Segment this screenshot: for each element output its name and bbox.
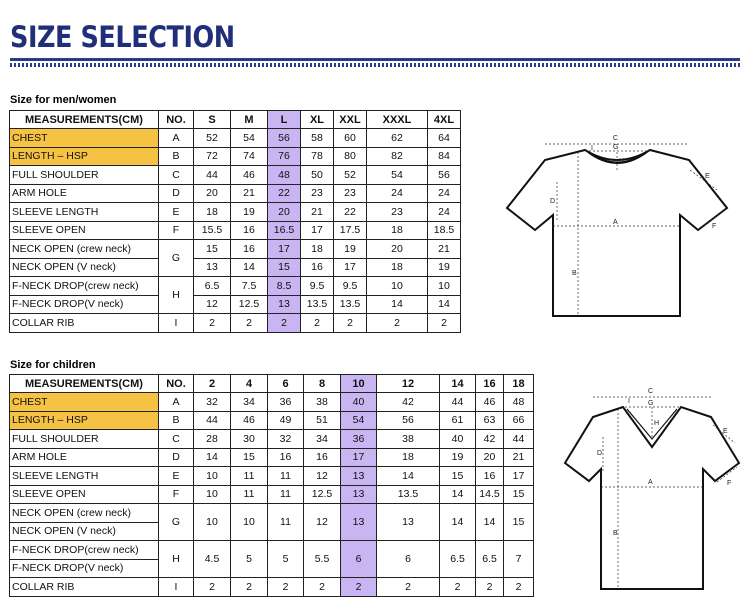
adult-row-label: CHEST bbox=[10, 129, 159, 148]
adult-header-8: 4XL bbox=[428, 111, 461, 129]
adult-cell: 54 bbox=[231, 129, 268, 148]
adult-cell: 46 bbox=[231, 166, 268, 185]
children-row-label: FULL SHOULDER bbox=[10, 430, 159, 449]
adult-cell: 2 bbox=[194, 314, 231, 333]
adult-cell: 9.5 bbox=[334, 277, 367, 296]
children-cell: 10 bbox=[194, 467, 231, 486]
children-cell: 10 bbox=[231, 504, 268, 541]
adult-cell: 2 bbox=[268, 314, 301, 333]
adult-cell: 2 bbox=[367, 314, 428, 333]
adult-cell: 80 bbox=[334, 147, 367, 166]
v-letter-e: E bbox=[723, 428, 728, 435]
children-header-7: 12 bbox=[377, 375, 440, 393]
children-cell: 2 bbox=[341, 578, 377, 597]
children-cell: 18 bbox=[377, 448, 440, 467]
v-letter-b: B bbox=[613, 530, 618, 537]
children-cell: 19 bbox=[440, 448, 476, 467]
adult-section-label: Size for men/women bbox=[10, 94, 117, 106]
adult-row-no: C bbox=[159, 166, 194, 185]
adult-cell: 52 bbox=[194, 129, 231, 148]
adult-cell: 18 bbox=[367, 258, 428, 277]
adult-row-no: H bbox=[159, 277, 194, 314]
adult-cell: 23 bbox=[334, 184, 367, 203]
children-cell: 21 bbox=[504, 448, 534, 467]
title-divider bbox=[10, 58, 740, 61]
adult-cell: 76 bbox=[268, 147, 301, 166]
v-letter-f: F bbox=[727, 480, 732, 487]
children-cell: 13 bbox=[341, 485, 377, 504]
adult-cell: 17 bbox=[334, 258, 367, 277]
children-row bbox=[10, 411, 534, 430]
adult-cell: 18 bbox=[367, 221, 428, 240]
adult-cell: 23 bbox=[367, 203, 428, 222]
adult-row bbox=[10, 184, 461, 203]
children-header-3: 4 bbox=[231, 375, 268, 393]
children-cell: 44 bbox=[440, 393, 476, 412]
children-cell: 13 bbox=[377, 504, 440, 541]
children-cell: 10 bbox=[194, 485, 231, 504]
adult-cell: 20 bbox=[194, 184, 231, 203]
adult-row-label: NECK OPEN (crew neck) bbox=[10, 240, 159, 259]
adult-cell: 56 bbox=[428, 166, 461, 185]
adult-cell: 16.5 bbox=[268, 221, 301, 240]
children-header-5: 8 bbox=[304, 375, 341, 393]
adult-cell: 15 bbox=[268, 258, 301, 277]
children-row-no: F bbox=[159, 485, 194, 504]
children-row bbox=[10, 485, 534, 504]
children-row-label: CHEST bbox=[10, 393, 159, 412]
children-cell: 38 bbox=[377, 430, 440, 449]
adult-row bbox=[10, 277, 461, 296]
children-cell: 11 bbox=[268, 504, 304, 541]
children-cell: 12 bbox=[304, 467, 341, 486]
children-cell: 20 bbox=[476, 448, 504, 467]
page-title: SIZE SELECTION bbox=[10, 20, 235, 54]
crew-letter-c: C bbox=[613, 135, 619, 142]
crew-letter-h: H bbox=[619, 158, 625, 165]
children-row bbox=[10, 578, 534, 597]
children-cell: 14.5 bbox=[476, 485, 504, 504]
adult-row-label: SLEEVE OPEN bbox=[10, 221, 159, 240]
children-header-1: NO. bbox=[159, 375, 194, 393]
adult-cell: 74 bbox=[231, 147, 268, 166]
adult-cell: 14 bbox=[428, 295, 461, 314]
adult-cell: 15.5 bbox=[194, 221, 231, 240]
adult-header-3: M bbox=[231, 111, 268, 129]
adult-row bbox=[10, 166, 461, 185]
adult-cell: 20 bbox=[268, 203, 301, 222]
adult-cell: 10 bbox=[367, 277, 428, 296]
adult-cell: 58 bbox=[301, 129, 334, 148]
children-header-8: 14 bbox=[440, 375, 476, 393]
adult-cell: 2 bbox=[301, 314, 334, 333]
children-cell: 14 bbox=[377, 467, 440, 486]
adult-cell: 10 bbox=[428, 277, 461, 296]
adult-cell: 16 bbox=[231, 221, 268, 240]
adult-cell: 2 bbox=[231, 314, 268, 333]
children-cell: 40 bbox=[341, 393, 377, 412]
crew-letter-d: D bbox=[550, 198, 556, 205]
children-cell: 56 bbox=[377, 411, 440, 430]
children-cell: 13 bbox=[341, 467, 377, 486]
adult-cell: 13.5 bbox=[334, 295, 367, 314]
adult-row bbox=[10, 203, 461, 222]
children-row-no: B bbox=[159, 411, 194, 430]
children-cell: 51 bbox=[304, 411, 341, 430]
v-letter-i: I bbox=[628, 398, 630, 405]
adult-cell: 16 bbox=[301, 258, 334, 277]
adult-cell: 72 bbox=[194, 147, 231, 166]
adult-cell: 14 bbox=[231, 258, 268, 277]
children-cell: 14 bbox=[440, 504, 476, 541]
children-cell: 14 bbox=[440, 485, 476, 504]
adult-header-4: L bbox=[268, 111, 301, 129]
adult-cell: 48 bbox=[268, 166, 301, 185]
children-cell: 2 bbox=[268, 578, 304, 597]
children-cell: 6.5 bbox=[440, 541, 476, 578]
children-cell: 4.5 bbox=[194, 541, 231, 578]
adult-row bbox=[10, 221, 461, 240]
adult-cell: 6.5 bbox=[194, 277, 231, 296]
v-letter-c: C bbox=[648, 388, 654, 395]
adult-row-no: D bbox=[159, 184, 194, 203]
children-cell: 44 bbox=[194, 411, 231, 430]
children-row-no: E bbox=[159, 467, 194, 486]
adult-cell: 12.5 bbox=[231, 295, 268, 314]
children-cell: 10 bbox=[194, 504, 231, 541]
children-header-0: MEASUREMENTS(CM) bbox=[10, 375, 159, 393]
children-row-label: LENGTH – HSP bbox=[10, 411, 159, 430]
adult-cell: 2 bbox=[428, 314, 461, 333]
adult-cell: 8.5 bbox=[268, 277, 301, 296]
children-cell: 13 bbox=[341, 504, 377, 541]
children-cell: 5.5 bbox=[304, 541, 341, 578]
children-cell: 5 bbox=[231, 541, 268, 578]
adult-row-label: F-NECK DROP(crew neck) bbox=[10, 277, 159, 296]
adult-row-label: F-NECK DROP(V neck) bbox=[10, 295, 159, 314]
children-cell: 48 bbox=[504, 393, 534, 412]
children-cell: 42 bbox=[377, 393, 440, 412]
children-cell: 36 bbox=[268, 393, 304, 412]
adult-cell: 60 bbox=[334, 129, 367, 148]
children-cell: 34 bbox=[231, 393, 268, 412]
adult-cell: 23 bbox=[301, 184, 334, 203]
adult-cell: 44 bbox=[194, 166, 231, 185]
adult-row bbox=[10, 314, 461, 333]
children-row bbox=[10, 541, 534, 560]
children-cell: 66 bbox=[504, 411, 534, 430]
adult-cell: 13 bbox=[194, 258, 231, 277]
adult-row-no: F bbox=[159, 221, 194, 240]
adult-cell: 62 bbox=[367, 129, 428, 148]
adult-cell: 54 bbox=[367, 166, 428, 185]
adult-cell: 17.5 bbox=[334, 221, 367, 240]
adult-cell: 52 bbox=[334, 166, 367, 185]
v-letter-d: D bbox=[597, 450, 603, 457]
children-cell: 6.5 bbox=[476, 541, 504, 578]
adult-cell: 18 bbox=[301, 240, 334, 259]
adult-cell: 13 bbox=[268, 295, 301, 314]
adult-row-no: E bbox=[159, 203, 194, 222]
adult-row bbox=[10, 129, 461, 148]
v-letter-g: G bbox=[648, 400, 654, 407]
adult-row bbox=[10, 295, 461, 314]
children-cell: 32 bbox=[194, 393, 231, 412]
adult-cell: 56 bbox=[268, 129, 301, 148]
children-header-9: 16 bbox=[476, 375, 504, 393]
children-cell: 17 bbox=[504, 467, 534, 486]
adult-cell: 17 bbox=[301, 221, 334, 240]
children-cell: 40 bbox=[440, 430, 476, 449]
children-cell: 5 bbox=[268, 541, 304, 578]
adult-cell: 22 bbox=[334, 203, 367, 222]
adult-size-table bbox=[9, 110, 461, 333]
adult-row-label: NECK OPEN (V neck) bbox=[10, 258, 159, 277]
adult-row-label: ARM HOLE bbox=[10, 184, 159, 203]
adult-header-2: S bbox=[194, 111, 231, 129]
children-row bbox=[10, 467, 534, 486]
children-row bbox=[10, 504, 534, 523]
children-cell: 11 bbox=[231, 467, 268, 486]
adult-cell: 78 bbox=[301, 147, 334, 166]
children-row-label: NECK OPEN (V neck) bbox=[10, 522, 159, 541]
children-cell: 11 bbox=[231, 485, 268, 504]
children-cell: 2 bbox=[476, 578, 504, 597]
children-cell: 15 bbox=[440, 467, 476, 486]
children-cell: 17 bbox=[341, 448, 377, 467]
children-row-label: SLEEVE OPEN bbox=[10, 485, 159, 504]
adult-header-1: NO. bbox=[159, 111, 194, 129]
children-cell: 36 bbox=[341, 430, 377, 449]
adult-row bbox=[10, 240, 461, 259]
children-cell: 14 bbox=[476, 504, 504, 541]
title-divider-stripes bbox=[10, 63, 740, 67]
children-row-no: C bbox=[159, 430, 194, 449]
children-cell: 11 bbox=[268, 485, 304, 504]
crew-neck-shirt-diagram bbox=[505, 130, 737, 325]
crew-letter-b: B bbox=[572, 270, 577, 277]
children-cell: 14 bbox=[194, 448, 231, 467]
adult-row-no: B bbox=[159, 147, 194, 166]
children-cell: 2 bbox=[231, 578, 268, 597]
children-cell: 2 bbox=[304, 578, 341, 597]
children-cell: 63 bbox=[476, 411, 504, 430]
adult-cell: 84 bbox=[428, 147, 461, 166]
adult-row-no: A bbox=[159, 129, 194, 148]
shirt-body-outline bbox=[507, 150, 727, 316]
children-row-label: SLEEVE LENGTH bbox=[10, 467, 159, 486]
v-shirt-body-outline bbox=[565, 407, 739, 589]
children-cell: 6 bbox=[377, 541, 440, 578]
children-header-row bbox=[10, 375, 534, 393]
adult-row bbox=[10, 258, 461, 277]
children-row-no: A bbox=[159, 393, 194, 412]
adult-row-label: LENGTH – HSP bbox=[10, 147, 159, 166]
adult-cell: 15 bbox=[194, 240, 231, 259]
children-cell: 46 bbox=[476, 393, 504, 412]
children-cell: 16 bbox=[304, 448, 341, 467]
children-cell: 54 bbox=[341, 411, 377, 430]
children-row bbox=[10, 393, 534, 412]
adult-header-5: XL bbox=[301, 111, 334, 129]
children-cell: 13.5 bbox=[377, 485, 440, 504]
children-cell: 15 bbox=[504, 504, 534, 541]
children-cell: 16 bbox=[476, 467, 504, 486]
crew-letter-e: E bbox=[705, 173, 710, 180]
children-header-4: 6 bbox=[268, 375, 304, 393]
adult-cell: 7.5 bbox=[231, 277, 268, 296]
adult-cell: 16 bbox=[231, 240, 268, 259]
children-cell: 15 bbox=[231, 448, 268, 467]
adult-cell: 50 bbox=[301, 166, 334, 185]
adult-cell: 24 bbox=[367, 184, 428, 203]
children-row-no: H bbox=[159, 541, 194, 578]
adult-cell: 19 bbox=[334, 240, 367, 259]
adult-row-no: I bbox=[159, 314, 194, 333]
children-cell: 7 bbox=[504, 541, 534, 578]
children-header-10: 18 bbox=[504, 375, 534, 393]
adult-header-0: MEASUREMENTS(CM) bbox=[10, 111, 159, 129]
adult-row-label: SLEEVE LENGTH bbox=[10, 203, 159, 222]
adult-cell: 13.5 bbox=[301, 295, 334, 314]
children-cell: 2 bbox=[504, 578, 534, 597]
children-cell: 11 bbox=[268, 467, 304, 486]
adult-row-label: COLLAR RIB bbox=[10, 314, 159, 333]
children-cell: 15 bbox=[504, 485, 534, 504]
adult-cell: 24 bbox=[428, 184, 461, 203]
children-cell: 30 bbox=[231, 430, 268, 449]
children-row-label: NECK OPEN (crew neck) bbox=[10, 504, 159, 523]
adult-cell: 14 bbox=[367, 295, 428, 314]
children-cell: 2 bbox=[377, 578, 440, 597]
v-letter-h: H bbox=[654, 420, 660, 427]
children-row-no: I bbox=[159, 578, 194, 597]
adult-cell: 21 bbox=[428, 240, 461, 259]
adult-cell: 22 bbox=[268, 184, 301, 203]
children-header-6: 10 bbox=[341, 375, 377, 393]
crew-letter-i: I bbox=[591, 145, 593, 152]
children-row-no: D bbox=[159, 448, 194, 467]
children-cell: 38 bbox=[304, 393, 341, 412]
children-row-no: G bbox=[159, 504, 194, 541]
children-cell: 2 bbox=[194, 578, 231, 597]
adult-header-7: XXXL bbox=[367, 111, 428, 129]
children-cell: 28 bbox=[194, 430, 231, 449]
adult-cell: 21 bbox=[231, 184, 268, 203]
children-cell: 46 bbox=[231, 411, 268, 430]
adult-cell: 2 bbox=[334, 314, 367, 333]
adult-cell: 20 bbox=[367, 240, 428, 259]
children-section-label: Size for children bbox=[10, 359, 96, 371]
adult-cell: 18.5 bbox=[428, 221, 461, 240]
adult-cell: 82 bbox=[367, 147, 428, 166]
v-neck-shirt-diagram bbox=[563, 385, 741, 600]
adult-row-no: G bbox=[159, 240, 194, 277]
adult-header-row bbox=[10, 111, 461, 129]
children-cell: 42 bbox=[476, 430, 504, 449]
children-cell: 32 bbox=[268, 430, 304, 449]
crew-letter-g: G bbox=[613, 144, 619, 151]
adult-cell: 19 bbox=[428, 258, 461, 277]
adult-cell: 9.5 bbox=[301, 277, 334, 296]
adult-header-6: XXL bbox=[334, 111, 367, 129]
children-row-label: F-NECK DROP(V neck) bbox=[10, 559, 159, 578]
adult-cell: 17 bbox=[268, 240, 301, 259]
children-cell: 12.5 bbox=[304, 485, 341, 504]
children-cell: 2 bbox=[440, 578, 476, 597]
children-row-label: COLLAR RIB bbox=[10, 578, 159, 597]
children-row-label: ARM HOLE bbox=[10, 448, 159, 467]
children-cell: 49 bbox=[268, 411, 304, 430]
children-size-table bbox=[9, 374, 534, 597]
children-cell: 12 bbox=[304, 504, 341, 541]
children-row-label: F-NECK DROP(crew neck) bbox=[10, 541, 159, 560]
crew-letter-f: F bbox=[712, 223, 717, 230]
crew-letter-a: A bbox=[613, 219, 618, 226]
v-letter-a: A bbox=[648, 479, 653, 486]
adult-row-label: FULL SHOULDER bbox=[10, 166, 159, 185]
adult-row bbox=[10, 147, 461, 166]
adult-cell: 18 bbox=[194, 203, 231, 222]
adult-cell: 19 bbox=[231, 203, 268, 222]
adult-cell: 21 bbox=[301, 203, 334, 222]
children-cell: 16 bbox=[268, 448, 304, 467]
children-cell: 6 bbox=[341, 541, 377, 578]
adult-cell: 24 bbox=[428, 203, 461, 222]
children-cell: 34 bbox=[304, 430, 341, 449]
children-row bbox=[10, 448, 534, 467]
children-header-2: 2 bbox=[194, 375, 231, 393]
adult-cell: 12 bbox=[194, 295, 231, 314]
children-cell: 61 bbox=[440, 411, 476, 430]
adult-cell: 64 bbox=[428, 129, 461, 148]
children-row bbox=[10, 430, 534, 449]
children-cell: 44 bbox=[504, 430, 534, 449]
